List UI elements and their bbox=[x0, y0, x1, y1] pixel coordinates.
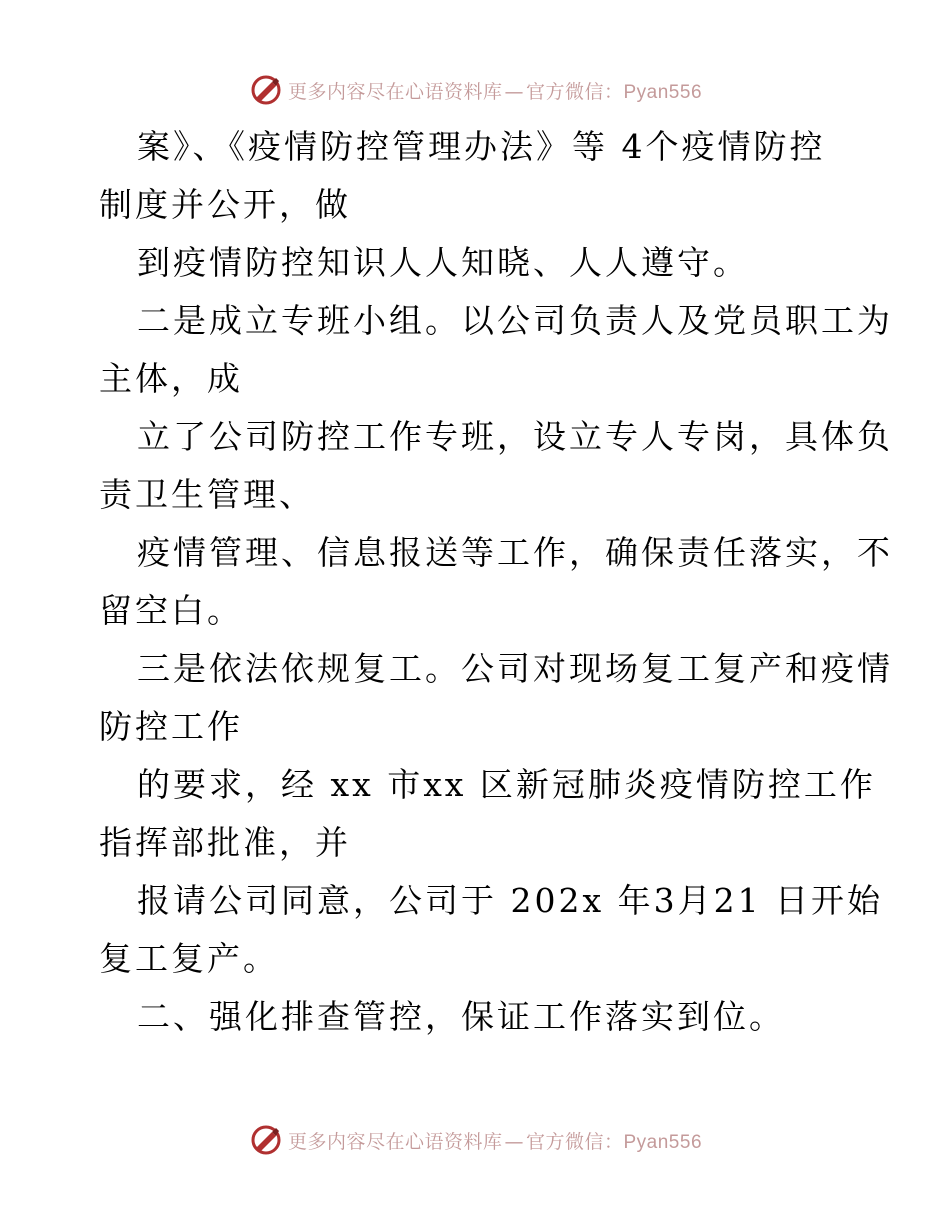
text-line: 制度并公开，做 bbox=[99, 185, 351, 224]
text-line: 报请公司同意，公司于 202x 年3月21 日开始 bbox=[137, 881, 884, 920]
text-line: 主体，成 bbox=[99, 359, 243, 398]
text-line: 三是依法依规复工。公司对现场复工复产和疫情 bbox=[137, 649, 893, 688]
text-line: 防控工作 bbox=[99, 707, 243, 746]
footer-watermark bbox=[0, 1120, 950, 1160]
text-line: 疫情管理、信息报送等工作，确保责任落实，不 bbox=[137, 533, 893, 572]
text-line: 指挥部批准，并 bbox=[99, 823, 351, 862]
pen-logo-icon bbox=[248, 72, 284, 108]
text-line: 复工复产。 bbox=[99, 939, 279, 978]
text-line: 案》、《疫情防控管理办法》等 4个疫情防控 bbox=[137, 127, 826, 166]
text-line: 的要求，经 xx 市xx 区新冠肺炎疫情防控工作 bbox=[137, 765, 876, 804]
pen-logo-icon bbox=[248, 1122, 284, 1158]
text-line: 到疫情防控知识人人知晓、人人遵守。 bbox=[137, 243, 749, 282]
watermark-text: 更多内容尽在心语资料库 — 官方微信：Pyan556 bbox=[287, 1130, 703, 1153]
text-line: 责卫生管理、 bbox=[99, 475, 315, 514]
text-line: 二、强化排查管控，保证工作落实到位。 bbox=[137, 997, 785, 1036]
text-line: 立了公司防控工作专班，设立专人专岗，具体负 bbox=[137, 417, 893, 456]
text-line: 二是成立专班小组。以公司负责人及党员职工为 bbox=[137, 301, 893, 340]
text-line: 留空白。 bbox=[99, 591, 243, 630]
document-body bbox=[99, 118, 893, 1046]
header-watermark bbox=[0, 70, 950, 110]
watermark-text: 更多内容尽在心语资料库 — 官方微信：Pyan556 bbox=[287, 80, 703, 103]
